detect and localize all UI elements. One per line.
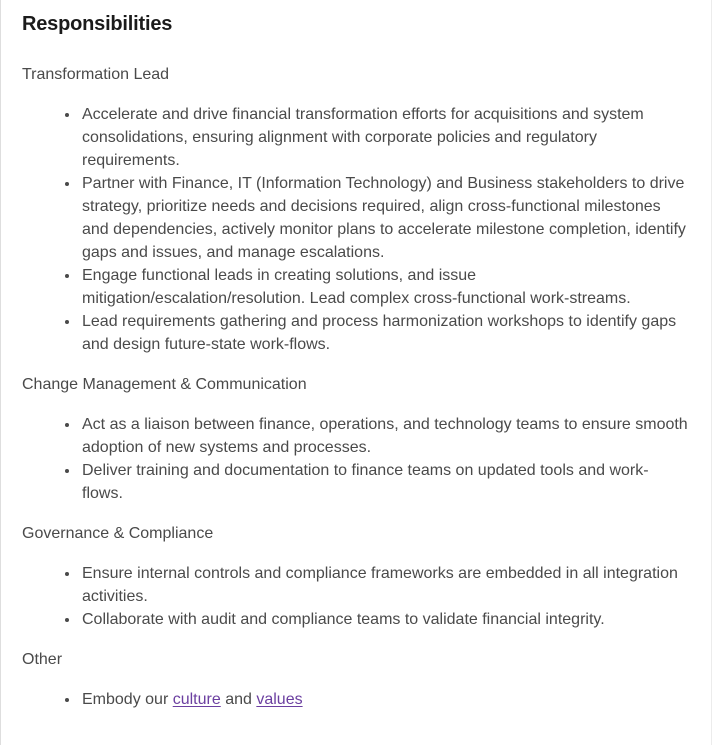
transformation-lead-bullet-list [22, 103, 689, 356]
values-link[interactable]: values [256, 691, 303, 708]
bullet-item: • Partner with Finance, IT (Information Technology) and Business stakeholders to drive strategy, prioritize needs and decisions required, align cross-functional milestones and dependencies, actively monitor plans to accelerate milestone completion, identify gaps and issues, and manage escalations. [80, 172, 689, 264]
section-label-transformation-lead: Transformation Lead [22, 66, 170, 83]
bullet-item: • Lead requirements gathering and process harmonization workshops to identify gaps and design future-state work-flows. [80, 310, 689, 356]
culture-link[interactable]: culture [172, 691, 221, 708]
section-label-change-management: Change Management & Communication [22, 376, 307, 393]
bullet-text-prefix: Embody our [82, 691, 173, 708]
bullet-text-middle: and [220, 691, 257, 708]
bullet-item: • Collaborate with audit and compliance teams to validate financial integrity. [80, 608, 689, 631]
section-label-governance-compliance: Governance & Compliance [22, 525, 214, 542]
bullet-item: • Ensure internal controls and compliance frameworks are embedded in all integration activities. [80, 562, 689, 608]
other-bullet-list [22, 688, 689, 711]
bullet-item: • Accelerate and drive financial transformation efforts for acquisitions and system consolidations, ensuring alignment with corporate policies and regulatory requirements. [80, 103, 689, 172]
bullet-item: • Engage functional leads in creating solutions, and issue mitigation/escalation/resolution. Lead complex cross-functional work-streams. [80, 264, 689, 310]
bullet-item: • Deliver training and documentation to finance teams on updated tools and work-flows. [80, 459, 689, 505]
bullet-item [80, 688, 689, 711]
responsibilities-heading: Responsibilities [22, 13, 173, 35]
change-management-bullet-list [22, 413, 689, 505]
bullet-item: • Act as a liaison between finance, operations, and technology teams to ensure smooth adoption of new systems and processes. [80, 413, 689, 459]
governance-compliance-bullet-list [22, 562, 689, 631]
section-label-other: Other [22, 651, 63, 668]
